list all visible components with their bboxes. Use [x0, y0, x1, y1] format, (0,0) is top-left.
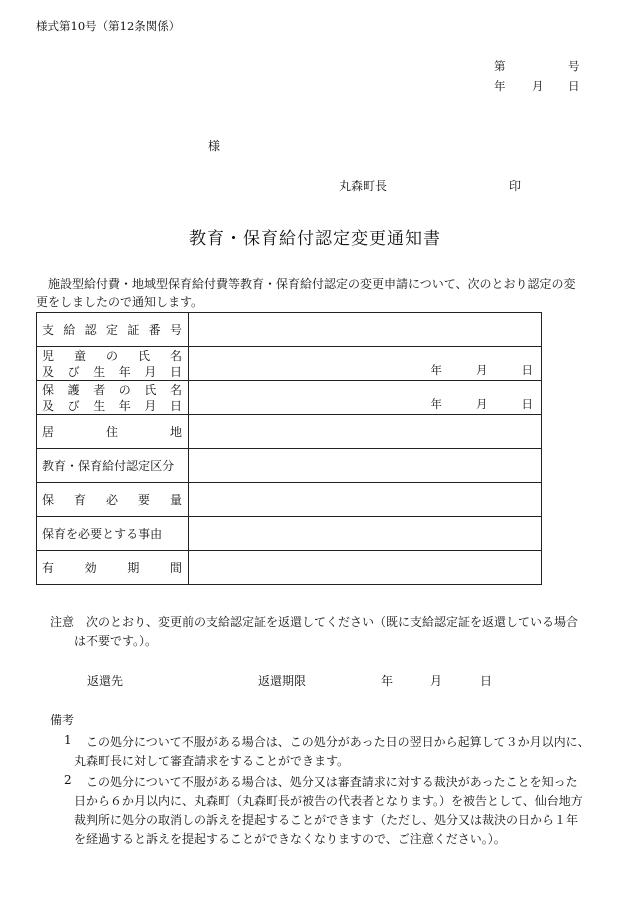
remark-2-number: 2 [64, 773, 72, 787]
form-number: 様式第10号（第12条関係） [36, 19, 181, 33]
issuer-seal: 印 [509, 179, 522, 193]
field-value[interactable] [189, 551, 542, 585]
table-row [37, 347, 542, 381]
remark-2-line-4: を経過すると訴えを提起することができなくなりますので、ご注意ください。）。 [74, 832, 506, 846]
birth-date-unit: 年 [430, 397, 442, 411]
birth-date-unit: 月 [476, 363, 488, 377]
return-year-label: 年 [381, 674, 394, 688]
table-row [37, 381, 542, 415]
field-value[interactable] [189, 313, 542, 347]
field-value[interactable] [189, 347, 542, 381]
field-label [37, 347, 189, 381]
field-label [37, 449, 189, 483]
return-month-label: 月 [430, 674, 443, 688]
notice-line-2: は不要です。）。 [74, 634, 158, 648]
field-value[interactable] [189, 415, 542, 449]
field-label [37, 313, 189, 347]
table-row [37, 415, 542, 449]
table-row [37, 551, 542, 585]
remarks-heading: 備考 [50, 713, 75, 727]
field-label-line: 教 育 ・ 保 育 給 付 認 定 区 分 [42, 458, 175, 473]
field-label-line: 保 育 を 必 要 と す る 事 由 [42, 526, 163, 541]
date-day-label: 日 [568, 79, 580, 93]
field-label [37, 381, 189, 415]
field-value[interactable] [189, 449, 542, 483]
document-number-prefix: 第 [494, 59, 506, 73]
remark-2-line-1: この処分について不服がある場合は、処分又は審査請求に対する裁決があったことを知った [86, 775, 578, 789]
birth-date-labels [431, 362, 534, 378]
birth-date-unit: 日 [521, 363, 533, 377]
date-month-label: 月 [532, 79, 544, 93]
remark-2-line-3: 裁判所に処分の取消しの訴えを提起することができます（ただし、処分又は裁決の日から１年 [74, 813, 579, 827]
date-year-label: 年 [494, 79, 506, 93]
birth-date-unit: 年 [430, 363, 442, 377]
field-value[interactable] [189, 483, 542, 517]
intro-line-1: 施設型給付費・地域型保育給付費等教育・保育給付認定の変更申請について、次のとおり認定の変 [48, 277, 576, 291]
field-label-line: 保 護 者 の 氏 名 [42, 382, 182, 397]
field-label-line: 保 育 必 要 量 [42, 492, 182, 507]
field-label-line: 及 び 生 年 月 日 [42, 364, 182, 379]
field-label-line: 有 効 期 間 [42, 560, 182, 575]
remark-2-line-2: 日から６か月以内に、丸森町（丸森町長が被告の代表者となります。）を被告として、仙台地方 [74, 794, 583, 808]
field-label [37, 415, 189, 449]
certification-table [36, 312, 542, 585]
field-label-line: 及 び 生 年 月 日 [42, 398, 182, 413]
intro-line-2: 更をしましたので通知します。 [36, 295, 204, 309]
notice-prefix: 注意 [50, 615, 75, 629]
field-label [37, 483, 189, 517]
field-value[interactable] [189, 381, 542, 415]
table-row [37, 313, 542, 347]
birth-date-labels [431, 396, 534, 412]
field-label-line: 居 住 地 [42, 424, 182, 439]
remark-1-number: 1 [64, 733, 72, 747]
field-label [37, 517, 189, 551]
field-label-line: 児 童 の 氏 名 [42, 348, 182, 363]
table-row [37, 449, 542, 483]
remark-1-line-2: 丸森町長に対して審査請求をすることができます。 [74, 754, 350, 768]
document-number-suffix: 号 [568, 59, 580, 73]
field-label-line: 支 給 認 定 証 番 号 [42, 322, 182, 337]
return-deadline-label: 返還期限 [258, 674, 307, 688]
remark-1-line-1: この処分について不服がある場合は、この処分があった日の翌日から起算して３か月以内に、 [86, 735, 590, 749]
birth-date-unit: 日 [521, 397, 533, 411]
notice-line-1: 次のとおり、変更前の支給認定証を返還してください（既に支給認定証を返還している場合 [86, 615, 579, 629]
field-value[interactable] [189, 517, 542, 551]
issuer-name: 丸森町長 [339, 179, 388, 193]
return-destination-label: 返還先 [87, 674, 124, 688]
field-label [37, 551, 189, 585]
birth-date-unit: 月 [476, 397, 488, 411]
table-row [37, 517, 542, 551]
document-title: 教育・保育給付認定変更通知書 [189, 229, 441, 249]
recipient-honorific: 様 [208, 139, 221, 153]
return-day-label: 日 [480, 674, 493, 688]
table-row [37, 483, 542, 517]
